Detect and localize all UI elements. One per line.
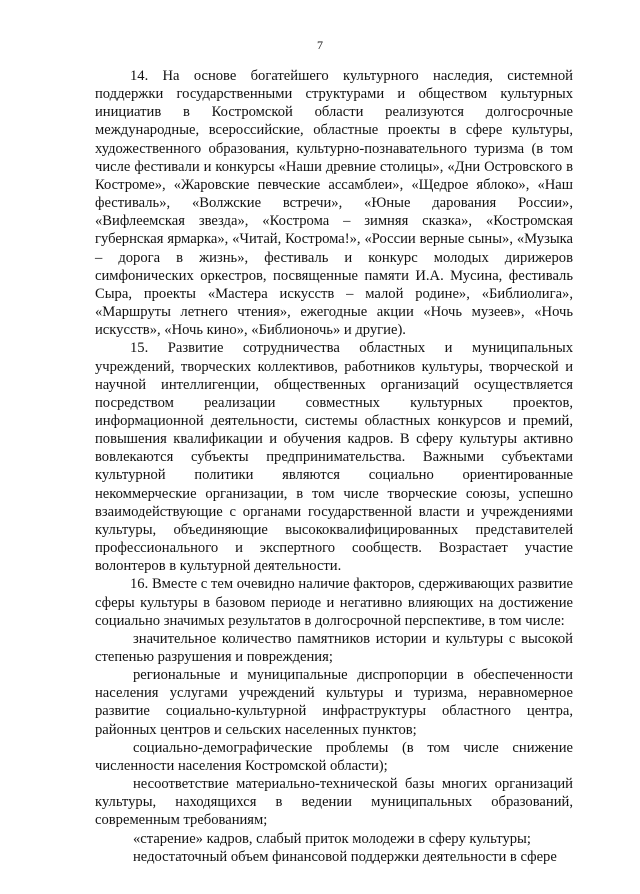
page-number: 7 [317, 38, 323, 52]
list-item: региональные и муниципальные диспропорции в обеспеченности населения услугами учреждений культуры и туризма, неравномерное развитие социально-культурной инфраструктуры областного центра, районных центров и сельских населенных пунктов; [95, 667, 573, 738]
list-item: значительное количество памятников истории и культуры с высокой степенью разрушения и повреждения; [95, 630, 573, 665]
list-item: недостаточный объем финансовой поддержки деятельности в сфере [133, 848, 557, 865]
list-item: «старение» кадров, слабый приток молодежи в сферу культуры; [133, 830, 531, 847]
list-item: несоответствие материально-технической базы многих организаций культуры, находящихся в ведении муниципальных образований, современным требованиям; [95, 776, 573, 829]
list-item: социально-демографические проблемы (в том числе снижение численности населения Костромской области); [95, 739, 573, 774]
paragraph-16: 16. Вместе с тем очевидно наличие факторов, сдерживающих развитие сферы культуры в базовом периоде и негативно влияющих на достижение социально значимых результатов в долгосрочной перспективе, в том числе: [95, 576, 573, 629]
document-body [95, 67, 573, 866]
paragraph-14: 14. На основе богатейшего культурного наследия, системной поддержки государственными структурами и обществом культурных инициатив в Костромской области реализуются долгосрочные международные, всероссийские, областные проекты в сфере культуры, художественного образования, культурно-познавательного туризма (в том числе фестивали и конкурсы «Наши древние столицы», «Дни Островского в Костроме», «Жаровские певческие ассамблеи», «Щедрое яблоко», «Наш фестиваль», «Волжские встречи», «Юные дарования России», «Вифлеемская звезда», «Кострома – зимняя сказка», «Костромская губернская ярмарка», «Читай, Кострома!», «России верные сыны», «Музыка – дорога в жизнь», фестиваль и конкурс молодых дирижеров симфонических оркестров, посвященные памяти И.А. Мусина, фестиваль Сыра, проекты «Мастера искусств – малой родине», «Библиолига», «Маршруты летнего чтения», ежегодные акции «Ночь музеев», «Ночь искусств», «Ночь кино», «Библионочь» и другие). [95, 68, 573, 339]
paragraph-15: 15. Развитие сотрудничества областных и муниципальных учреждений, творческих коллективов, работников культуры, творческой и научной интеллигенции, общественных организаций осуществляется посредством реализации совместных культурных проектов, информационной деятельности, системы областных конкурсов и премий, повышения квалификации и обучения кадров. В сферу культуры активно вовлекаются субъекты предпринимательства. Важными субъектами культурной политики являются социально ориентированные некоммерческие организации, в том числе творческие союзы, успешно взаимодействующие с органами государственной власти и учреждениями культуры, объединяющие высококвалифицированных представителей профессионального и экспертного сообществ. Возрастает участие волонтеров в культурной деятельности. [95, 340, 573, 575]
